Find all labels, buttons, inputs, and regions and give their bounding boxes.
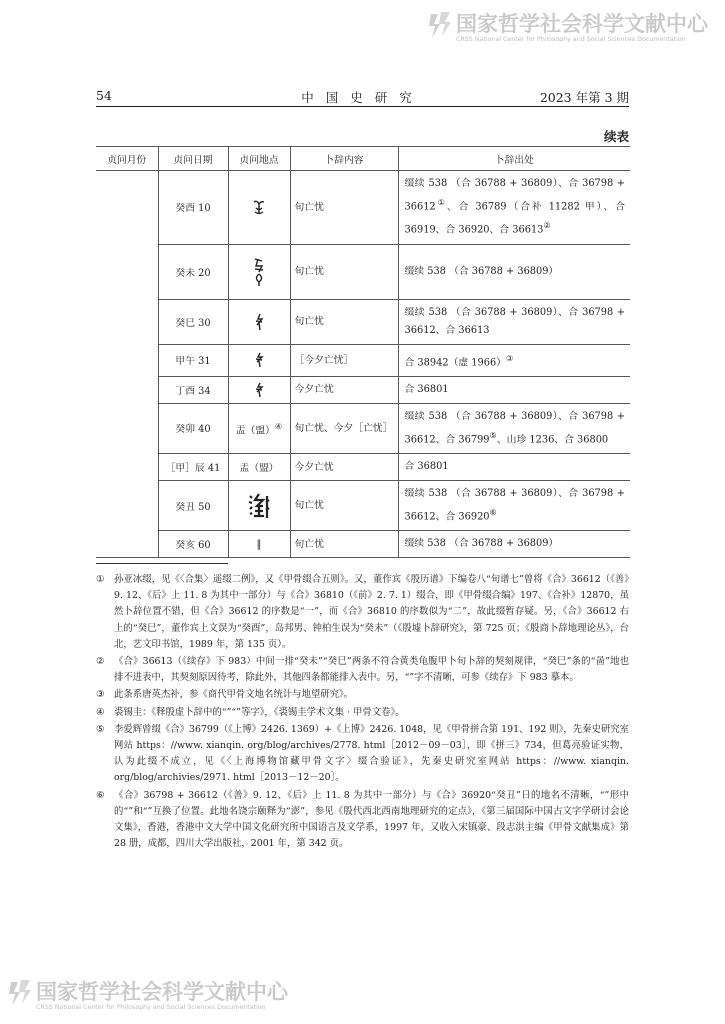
- content-cell: 今夕亡忧: [290, 376, 398, 403]
- table-row: [96, 244, 630, 299]
- date-cell: 癸卯 40: [158, 403, 228, 453]
- oracle-bone-glyph-icon: [254, 382, 264, 398]
- logo-english-name: CRSS National Center for Philosophy and Social Sciences Documentation: [36, 1004, 266, 1011]
- content-cell: 今夕亡忧: [290, 454, 398, 481]
- logo-chinese-name: 国家哲学社会科学文献中心: [456, 12, 708, 36]
- source-cell: 合 36801: [398, 376, 630, 403]
- date-cell: ［甲］辰 41: [158, 454, 228, 481]
- place-cell: ‖: [228, 531, 290, 558]
- issue-label: 2023 年第 3 期: [539, 90, 629, 105]
- table-row: [96, 376, 630, 403]
- place-cell: [228, 299, 290, 344]
- oracle-bone-glyph-icon: [252, 257, 266, 287]
- watermark-logo-top: [428, 8, 720, 48]
- place-cell: 盂（盟）④: [228, 403, 290, 453]
- content-cell: 旬亡忧: [290, 299, 398, 344]
- footnote: ④ 裘锡圭：《释殷虚卜辞中的“”“”等字》，《裘锡圭学术文集 · 甲骨文卷》。: [96, 706, 405, 718]
- date-cell: 癸未 20: [158, 244, 228, 299]
- source-cell: 缀续 538 （合 36788 + 36809）、合 36798 + 36612、合 36613: [398, 299, 630, 344]
- table-row: [96, 403, 630, 453]
- footnote: ③ 此条系唐英杰补，参《商代甲骨文地名统计与地望研究》。: [96, 689, 354, 701]
- logo-english-name: CRSS National Center for Philosophy and Social Sciences Documentation: [456, 36, 686, 43]
- content-cell: 旬亡忧、今夕［亡忧］: [290, 403, 398, 453]
- continued-label: 续表: [603, 129, 629, 144]
- date-cell: 癸丑 50: [158, 481, 228, 531]
- table-row: [96, 171, 630, 245]
- column-header-month: 贞问月份: [96, 147, 158, 171]
- footnotes: [96, 572, 629, 853]
- date-cell: 丁酉 34: [158, 376, 228, 403]
- content-cell: 旬亡忧: [290, 171, 398, 245]
- logo-chinese-name: 国家哲学社会科学文献中心: [36, 980, 288, 1004]
- table-row: [96, 531, 630, 558]
- journal-title: 中国史研究: [301, 90, 424, 105]
- place-cell: [228, 481, 290, 531]
- footnote: ⑤ 李爱辉曾缀《合》36799（《上博》2426. 1369）+《上博》2426. 1048，见《甲骨拼合第 191、192 则》，先秦史研究室网站 https：//www. xianqin. org/blog/archives/2778. html［2012－09－03］，即《拼三》734，但葛亮验证实物，认为此缀不成立，见《〈上海博物馆藏甲骨文字〉缀合验证》，先秦史研究室网站 https：//www. xianqin. org/blog/archivies/2971. html［2013－12－20］。: [96, 723, 629, 784]
- column-header-place: 贞问地点: [228, 147, 290, 171]
- running-header: [96, 88, 629, 108]
- date-cell: 癸酉 10: [158, 171, 228, 245]
- content-cell: 旬亡忧: [290, 481, 398, 531]
- oracle-bone-glyph-icon: [254, 313, 264, 331]
- place-cell: [228, 171, 290, 245]
- source-cell: 缀续 538 （合 36788 + 36809）、合 36798 + 36612、合 36799⑤、山珍 1236、合 36800: [398, 403, 630, 453]
- crss-logo-icon: [428, 10, 452, 40]
- table-row: [96, 454, 630, 481]
- column-header-source: 卜辞出处: [398, 147, 630, 171]
- header-rule: [96, 106, 629, 107]
- place-cell: [228, 344, 290, 376]
- date-cell: 癸亥 60: [158, 531, 228, 558]
- footnote-rule: [96, 563, 228, 564]
- source-cell: 合 36801: [398, 454, 630, 481]
- source-cell: 缀续 538 （合 36788 + 36809）: [398, 531, 630, 558]
- month-cell: [96, 171, 158, 558]
- date-cell: 癸巳 30: [158, 299, 228, 344]
- crss-logo-icon: [8, 978, 32, 1008]
- column-header-date: 贞问日期: [158, 147, 228, 171]
- table-row: [96, 344, 630, 376]
- table-row: [96, 299, 630, 344]
- place-cell: 盂（盟）: [228, 454, 290, 481]
- column-header-content: 卜辞内容: [290, 147, 398, 171]
- table-header-row: [96, 147, 630, 171]
- source-cell: 缀续 538 （合 36788 + 36809）、合 36798 + 36612①、合 36789（合补 11282 甲）、合 36919、合 36920、合 36613②: [398, 171, 630, 245]
- footnote: ⑥ 《合》36798 + 36612（《善》9. 12、《后》上 11. 8 为其中一部分）与《合》36920“癸丑”日的地名不清晰，“”形中的“”和“”互换了位置。此地名饶宗颐释为“澎”，参见《殷代西北西南地理研究的定点》，《第三届国际中国古文字学研讨会论文集》，香港，香港中文大学中国文化研究所中国语言及文学系，1997 年，又收入宋镇豪、段志洪主编《甲骨文献集成》第 28 册，成都，四川大学出版社，2001 年，第 342 页。: [96, 789, 629, 850]
- content-cell: 旬亡忧: [290, 531, 398, 558]
- source-cell: 缀续 538 （合 36788 + 36809）、合 36798 + 36612、合 36920⑥: [398, 481, 630, 531]
- date-cell: 甲午 31: [158, 344, 228, 376]
- oracle-bone-glyph-icon: [252, 199, 266, 215]
- table-row: [96, 481, 630, 531]
- place-cell: [228, 244, 290, 299]
- content-cell: ［今夕亡忧］: [290, 344, 398, 376]
- oracle-bone-glyph-icon: [254, 352, 264, 368]
- watermark-logo-bottom: [8, 976, 300, 1016]
- oracle-bone-glyph-icon: [247, 492, 271, 520]
- content-cell: 旬亡忧: [290, 244, 398, 299]
- place-cell: [228, 376, 290, 403]
- page-number: 54: [96, 88, 112, 103]
- source-cell: 合 38942（虚 1966）③: [398, 344, 630, 376]
- footnote: ① 孙亚冰缀，见《〈合集〉遥缀二例》，又《甲骨缀合五则》。又，董作宾《殷历谱》下编卷八“旬谱七”曾将《合》36612（《善》9. 12、《后》上 11. 8 为其中一部分）与《合》36810（《前》2. 7. 1）缀合，即《甲骨缀合编》197、《合补》12870，虽然卜辞位置不错，但《合》36612 的序数是“一”，而《合》36810 的序数似为“二”，故此缀暂存疑。另，《合》36612 右上的“癸巳”，董作宾上文误为“癸酉”，岛邦男、钟柏生误为“癸未”（《殷墟卜辞研究》，第 725 页；《殷商卜辞地理论丛》，台北，艺文印书馆，1989 年，第 135 页）。: [96, 574, 629, 650]
- divination-table: [96, 146, 630, 558]
- footnote: ② 《合》36613（《续存》下 983）中间一排“癸未”“癸巳”两条不符合黄类龟腹甲卜旬卜辞的契刻规律，“癸巳”条的“啚”地也排不进表中，其契刻原因待考，除此外，其他四条都能排入表中。另，“”字不清晰，可参《续存》下 983 摹本。: [96, 656, 629, 684]
- source-cell: 缀续 538 （合 36788 + 36809）: [398, 244, 630, 299]
